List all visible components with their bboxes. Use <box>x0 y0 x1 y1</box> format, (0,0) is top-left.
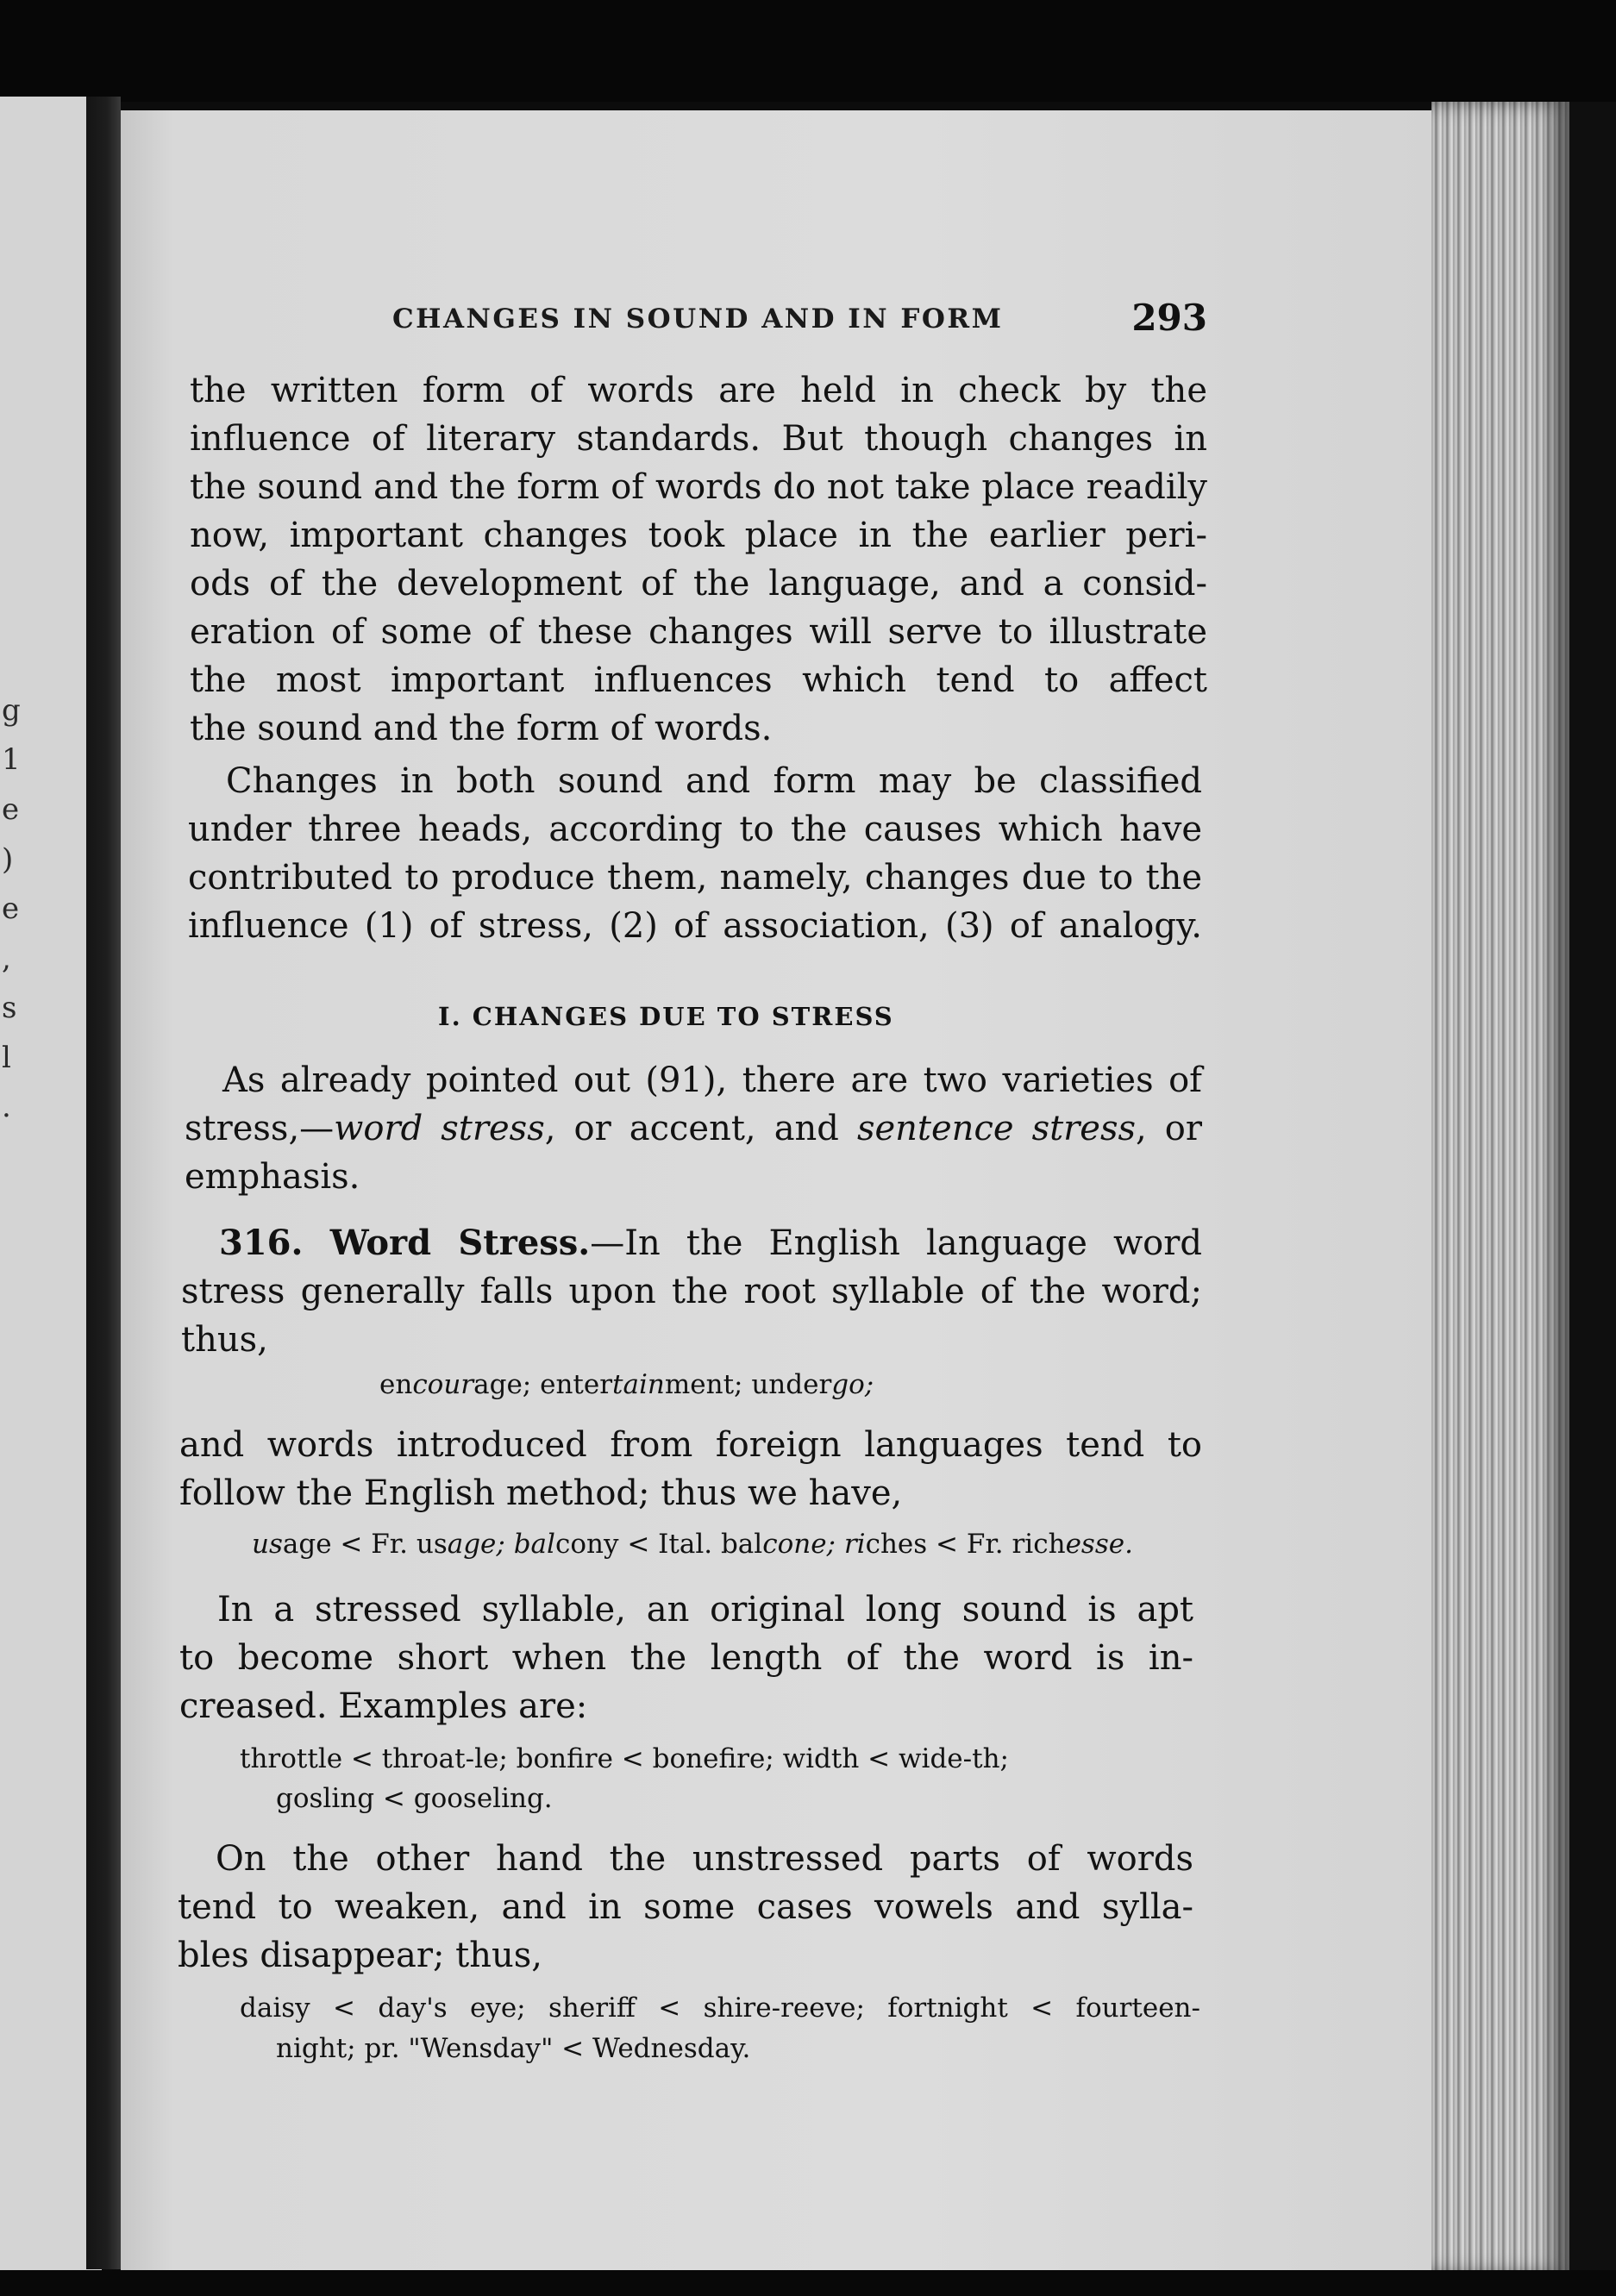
body-line: creased. Examples are: <box>179 1686 588 1726</box>
facing-page-fragment: ) <box>2 842 14 877</box>
body-line: under three heads, according to the causes which have <box>188 810 1202 849</box>
body-line: stress,—word stress, or accent, and sentence stress, or <box>185 1109 1202 1148</box>
example-line: night; pr. "Wensday" < Wednesday. <box>276 2033 751 2064</box>
subsection-heading: 316. Word Stress. <box>219 1223 591 1263</box>
facing-page-fragment: e <box>2 792 20 827</box>
body-line: contributed to produce them, namely, changes due to the <box>188 858 1202 898</box>
italic-term: sentence stress <box>856 1109 1137 1148</box>
facing-page-fragment: e <box>2 891 20 926</box>
running-header-title: CHANGES IN SOUND AND IN FORM <box>392 303 1004 335</box>
body-line: and words introduced from foreign languages tend to <box>179 1425 1202 1465</box>
page-edges <box>1431 102 1569 2274</box>
body-line: stress generally falls upon the root syllable of the word; <box>181 1272 1202 1311</box>
body-line: Changes in both sound and form may be classified <box>226 761 1202 801</box>
body-line: to become short when the length of the word is in- <box>179 1638 1193 1678</box>
body-line: ods of the development of the language, and a consid- <box>190 564 1207 604</box>
example-line: daisy < day's eye; sheriff < shire-reeve; fortnight < fourteen- <box>240 1993 1200 2024</box>
facing-page-fragment: l <box>2 1041 11 1075</box>
page-number: 293 <box>1131 297 1207 339</box>
body-line: As already pointed out (91), there are two varieties of <box>222 1060 1202 1100</box>
example-line: encourage; entertainment; undergo; <box>379 1369 874 1400</box>
scan-right-border <box>1569 102 1616 2296</box>
facing-page-fragment: s <box>2 991 17 1025</box>
example-line: usage < Fr. usage; balcony < Ital. balcone; riches < Fr. richesse. <box>252 1529 1133 1560</box>
body-line: the sound and the form of words do not take place readily <box>190 467 1207 507</box>
scan-bottom-border <box>0 2270 1616 2296</box>
body-line: In a stressed syllable, an original long sound is apt <box>217 1590 1193 1630</box>
body-line: On the other hand the unstressed parts of words <box>216 1839 1193 1879</box>
body-line: the most important influences which tend to affect <box>190 660 1207 700</box>
body-line: thus, <box>181 1320 268 1360</box>
body-line: eration of some of these changes will serve to illustrate <box>190 612 1207 652</box>
italic-term: word stress <box>334 1109 545 1148</box>
section-heading: I. CHANGES DUE TO STRESS <box>438 1002 894 1031</box>
body-line: 316. Word Stress.—In the English language word <box>219 1223 1202 1263</box>
body-line: the sound and the form of words. <box>190 709 773 748</box>
facing-page-fragment: . <box>2 1090 11 1124</box>
running-header <box>384 297 1207 343</box>
body-line: bles disappear; thus, <box>178 1936 542 1975</box>
body-line: emphasis. <box>185 1157 360 1197</box>
example-line: throttle < throat-le; bonfire < bonefire; width < wide-th; <box>240 1743 1009 1774</box>
book-gutter <box>86 97 121 2269</box>
body-line: follow the English method; thus we have, <box>179 1473 903 1513</box>
body-line: tend to weaken, and in some cases vowels and sylla- <box>178 1887 1193 1927</box>
scan-top-border <box>0 0 1616 102</box>
example-line: gosling < gooseling. <box>276 1783 553 1814</box>
body-line: the written form of words are held in check by the <box>190 371 1207 410</box>
facing-page-fragment: , <box>2 942 11 976</box>
body-line: influence of literary standards. But though changes in <box>190 419 1207 459</box>
body-line: influence (1) of stress, (2) of association, (3) of analogy. <box>188 906 1202 946</box>
facing-page-fragment: 1 <box>2 742 21 777</box>
facing-page-fragment: g <box>2 693 21 728</box>
body-line: now, important changes took place in the earlier peri- <box>190 516 1207 555</box>
